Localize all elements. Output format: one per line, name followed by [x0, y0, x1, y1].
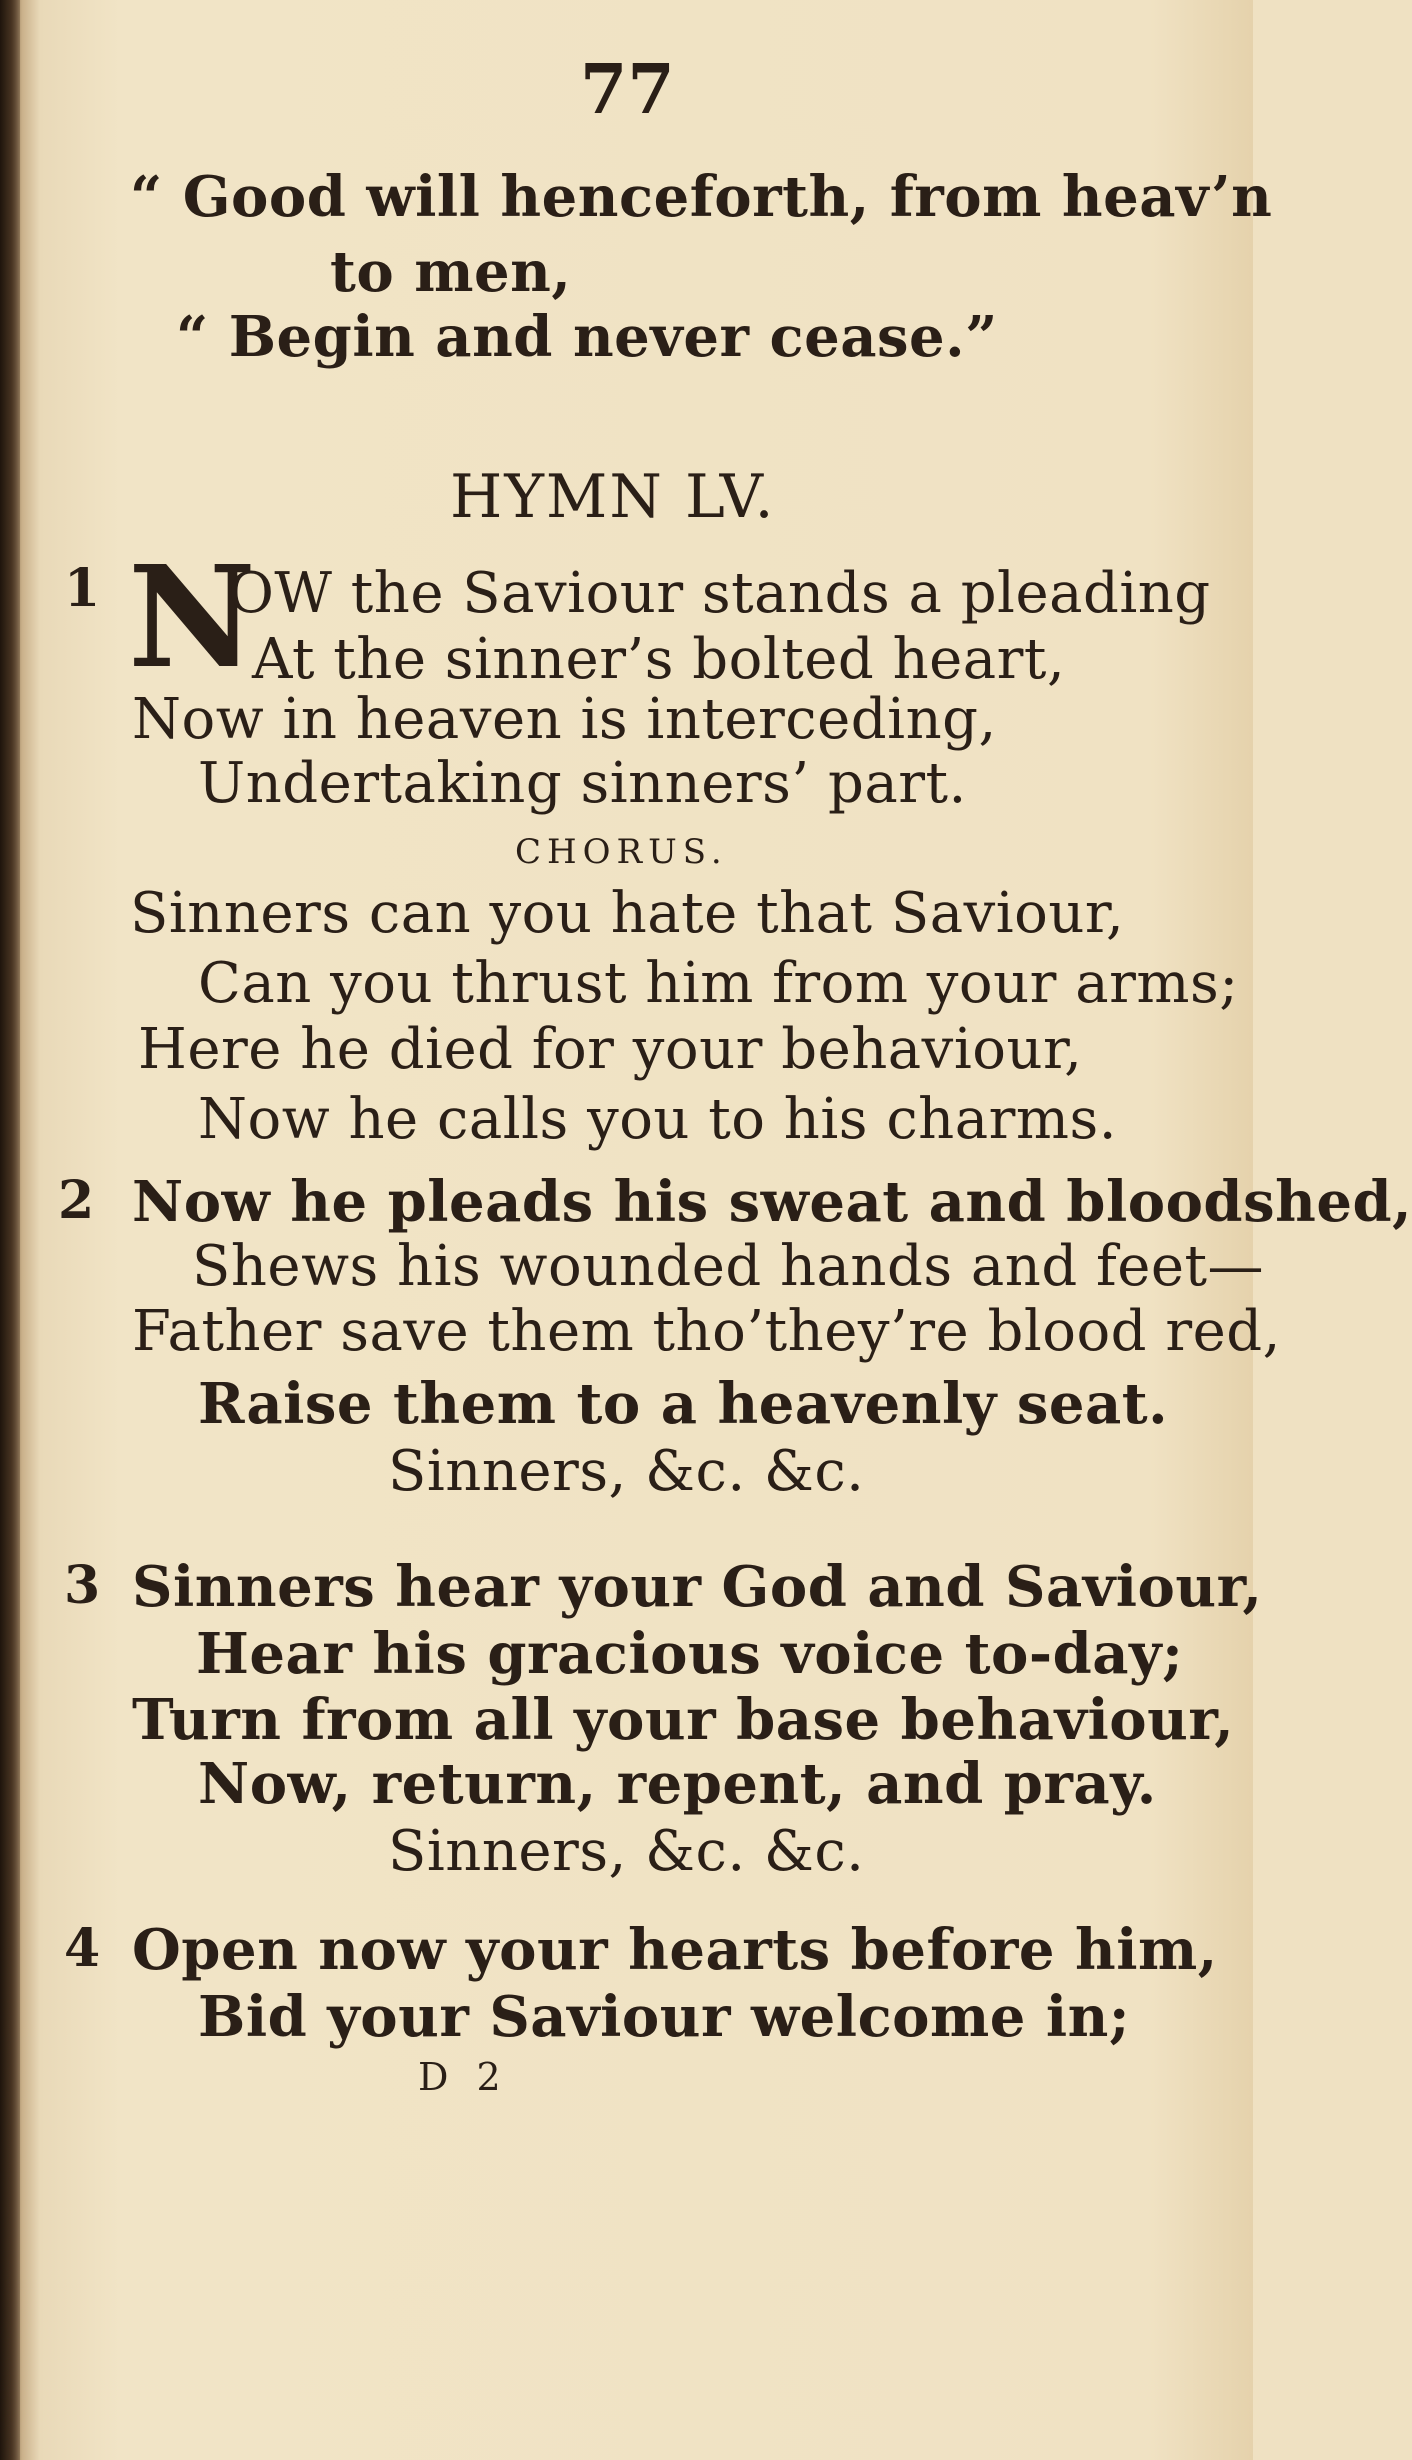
verse-line: Now in heaven is interceding,	[132, 687, 997, 752]
verse-line: Turn from all your base behaviour,	[132, 1687, 1235, 1753]
verse-line: Shews his wounded hands and feet—	[192, 1234, 1264, 1299]
book-spine-shadow	[0, 0, 20, 2460]
verse-number: 1	[64, 558, 101, 619]
verse-line: Raise them to a heavenly seat.	[198, 1371, 1169, 1437]
chorus-line: Now he calls you to his charms.	[198, 1087, 1118, 1152]
drop-cap: N	[128, 536, 256, 700]
chorus-reference: Sinners, &c. &c.	[388, 1439, 865, 1504]
verse-line: “ Good will henceforth, from heav’n	[130, 164, 1273, 230]
hymn-title: HYMN LV.	[450, 462, 776, 532]
verse-line: Undertaking sinners’ part.	[198, 751, 967, 816]
verse-line: OW the Saviour stands a pleading	[228, 561, 1211, 626]
chorus-heading: CHORUS.	[515, 832, 728, 872]
verse-line: Father save them tho’they’re blood red,	[132, 1299, 1281, 1364]
verse-number: 4	[64, 1918, 101, 1979]
chorus-line: Here he died for your behaviour,	[138, 1017, 1083, 1082]
page-number: 77	[580, 50, 675, 130]
chorus-line: Can you thrust him from your arms;	[198, 951, 1239, 1016]
verse-line: Sinners hear your God and Saviour,	[132, 1554, 1263, 1620]
chorus-line: Sinners can you hate that Saviour,	[130, 881, 1125, 946]
verse-line: Hear his gracious voice to-day;	[196, 1621, 1184, 1687]
verse-line: to men,	[330, 239, 572, 305]
verse-line: Now, return, repent, and pray.	[198, 1751, 1157, 1817]
verse-line: Bid your Saviour welcome in;	[198, 1984, 1131, 2050]
verse-line: Now he pleads his sweat and bloodshed,	[132, 1169, 1412, 1235]
verse-line: At the sinner’s bolted heart,	[252, 627, 1066, 692]
verse-line: “ Begin and never cease.”	[176, 304, 998, 370]
verse-number: 2	[58, 1170, 95, 1231]
verse-number: 3	[64, 1555, 101, 1616]
chorus-reference: Sinners, &c. &c.	[388, 1819, 865, 1884]
verse-line: Open now your hearts before him,	[132, 1917, 1218, 1983]
signature-mark: D 2	[418, 2055, 509, 2099]
